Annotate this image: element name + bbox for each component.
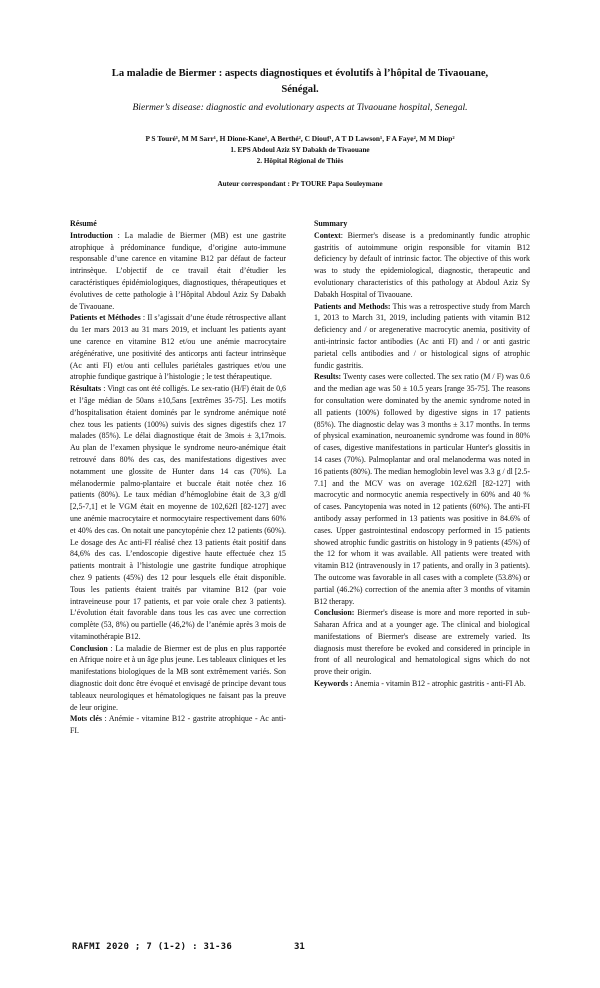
summary-context-text: : Biermer's disease is a predominantly fundic atrophic gastritis of autoimmune origin responsible for vitamin B12 deficiency by default of intrinsic factor. The objective of this work was to study the epidemiological, diagnostic, therapeutic and evolutionary characteristics of this pathology at Abdoul Aziz Sy Dabakh Hospital of Tivaouane. — [314, 230, 530, 299]
article-title — [60, 66, 540, 98]
resume-results-label: Résultats — [70, 384, 102, 394]
summary-heading: Summary — [314, 219, 348, 228]
journal-citation: RAFMI 2020 ; 7 (1-2) : 31-36 — [72, 942, 233, 952]
author-list: P S Touré¹, M M Sarr¹, H Dione-Kane¹, A Berthé², C Diouf¹, A T D Lawson¹, F A Faye², M M Diop² — [145, 134, 455, 143]
resume-methods-text: : Il s’agissait d’une étude rétrospective allant du 1er mars 2013 au 31 mars 2019, et incluant les patients ayant une carence en vitamine B12 et/ou une anémie macrocytaire arégénérative, une positivité des anticorps anti facteur intrinsèque (Ac anti FI) et/ou anti cellules pariétales gastriques et/ou une atrophie fundique gastrique à l’histologie ; le test thérapeutique. — [70, 313, 287, 382]
summary-keywords-text: Anemia - vitamin B12 - atrophic gastritis - anti-FI Ab. — [352, 679, 526, 689]
resume-intro-text: : La maladie de Biermer (MB) est une gastrite atrophique à prédominance fundique, d’origine auto-immune responsable d’une carence en vitamine B12 par défaut de facteur intrinsèque. L’objectif de ce travail était d’étudier les caractéristiques épidémiologiques, diagnostiques, thérapeutiques et évolutives de cette pathologie à l’Hôpital Abdoul Aziz Sy Dabakh de Tivaouane. — [70, 230, 286, 311]
affiliation-1: 1. EPS Abdoul Aziz SY Dabakh de Tivaouane — [230, 146, 370, 154]
resume-keywords-label: Mots clés — [70, 714, 102, 724]
title-line-2: Sénégal. — [281, 84, 319, 95]
summary-context — [314, 230, 530, 301]
article-subtitle: Biermer’s disease: diagnostic and evolutionary aspects at Tivaouane hospital, Senegal. — [132, 102, 468, 113]
resume-heading: Résumé — [70, 219, 97, 228]
page-number: 31 — [294, 942, 305, 952]
affiliation-2: 2. Hôpital Régional de Thiès — [256, 157, 344, 165]
summary-results-label: Results: — [314, 372, 342, 382]
summary-context-label: Context — [314, 230, 341, 240]
resume-methods — [70, 312, 286, 383]
resume-intro-label: Introduction — [70, 230, 113, 240]
resume-conclusion — [70, 643, 286, 714]
summary-conclusion-text: Biermer's disease is more and more reported in sub-Saharan Africa and at a younger age. The clinical and biological manifestations of Biermer's disease are extremely varied. Its diagnosis must therefore be evoked and considered in principle in front of all neurological and hematological signs which do not prove their origin. — [314, 608, 530, 677]
summary-column — [314, 218, 530, 690]
resume-column — [70, 218, 286, 737]
summary-conclusion-label: Conclusion: — [314, 608, 355, 618]
affiliations — [40, 145, 560, 167]
summary-keywords-label: Keywords : — [314, 679, 353, 689]
resume-conclusion-text: : La maladie de Biermer est de plus en plus rapportée en Afrique noire et à un âge plus jeune. Les tableaux cliniques et les manifestations biologiques de la MB sont extrêmement variés. Son diagnostic doit donc être évoqué et envisagé de principe devant tous tableaux neurologiques et hématologiques ne faisant pas la preuve de leur origine. — [70, 643, 286, 712]
summary-results — [314, 371, 530, 607]
resume-results-text: : Vingt cas ont été colligés. Le sex-ratio (H/F) était de 0,6 et l’âge médian de 50ans ±10,5ans [extrêmes 35-75]. Les motifs d’hospitalisation étaient dominés par le syndrome anémique noté chez tous les patients (100%) suivis des signes digestifs chez 17 malades (85%). Le délai diagnostique était de 3mois ± 3,17mois. Au plan de l’examen physique le syndrome neuro-anémique était retrouvé dans 80% des cas, des manifestations digestives avec notamment une glossite de Hunter dans 14 cas (70%). La mélanodermie palmo-plantaire et buccale était notée chez 16 patients (80%). Le taux médian d’hémoglobine était de 3,3 g/dl [2,5-7,1] et le VGM était en moyenne de 102,62fl [82-127] avec une anémie macrocytaire et normocytaire respectivement dans 60% et 40% des cas. On notait une pancytopénie chez 12 patients (60%). Le dosage des Ac anti-FI réalisé chez 13 patients était positif dans 84,6% des cas. L’endoscopie digestive haute effectuée chez 15 patients montrait à l’histologie une gastrite fundique atrophique chez 9 patients (45%) des 12 pour lesquels elle était disponible. Tous les patients étaient traités par vitamine B12 (par voie intraveineuse pour 17 patients, et par voie orale chez 3 patients). L’évolution était favorable dans tous les cas avec une correction complète (53, 8%) ou partielle (46,2%) de l’anémie après 3 mois de vitaminothérapie B12. — [70, 384, 286, 641]
summary-conclusion — [314, 607, 530, 678]
resume-conclusion-label: Conclusion — [70, 643, 108, 653]
summary-methods — [314, 301, 530, 372]
summary-results-text: Twenty cases were collected. The sex ratio (M / F) was 0.6 and the median age was 50 ± 10.5 years [range 35-75]. The reasons for consultation were dominated by the anemic syndrome noted in all patients (100%) followed by digestive signs in 17 patients (85%). The diagnostic delay was 3 months ± 3.17 months. In terms of physical examination, neuroanemic syndrome was found in 80% of cases, digestive manifestations in particular Hunter's glossitis in 14 cases (70%). Palmoplantar and oral melanoderma was noted in 16 patients (80%). The median hemoglobin level was 3.3 g / dl [2.5-7.1] and the MCV was on average 102.62fl [82-127] with macrocytic and normocytic anemia respectively in 60% and 40 % of cases. Pancytopenia was noted in 12 patients (60%). The anti-FI antibody assay performed in 13 patients was positive in 84.6% of cases. Upper gastrointestinal endoscopy performed in 15 patients showed atrophic fundic gastritis on histology in 9 patients (45%) of the 12 for whom it was available. All patients were treated with vitamin B12 (intravenously in 17 patients, and orally in 3 patients). The outcome was favorable in all cases with a complete (53.8%) or partial (46.2%) correction of the anemia after 3 months of vitamin B12 therapy. — [314, 372, 530, 606]
corresponding-author: Auteur correspondant : Pr TOURE Papa Souleymane — [217, 180, 383, 188]
summary-keywords — [314, 678, 530, 690]
resume-keywords-text: : Anémie - vitamine B12 - gastrite atrophique - Ac anti-FI. — [70, 714, 286, 736]
resume-keywords — [70, 713, 286, 737]
resume-results — [70, 383, 286, 643]
title-line-1: La maladie de Biermer : aspects diagnostiques et évolutifs à l’hôpital de Tivaouane, — [111, 68, 489, 79]
resume-introduction — [70, 230, 286, 313]
resume-methods-label: Patients et Méthodes — [70, 313, 141, 323]
summary-methods-label: Patients and Methods: — [314, 301, 391, 311]
summary-methods-text: This was a retrospective study from March 1, 2013 to March 31, 2019, including patients with vitamin B12 deficiency and / or aregenerative macrocytic anemia, positivity of anti-intrinsic factor antibodies (Ac anti FI) and / or anti gastric parietal cells antibodies and / or histological signs of atrophic fundic gastritis. — [314, 301, 531, 370]
